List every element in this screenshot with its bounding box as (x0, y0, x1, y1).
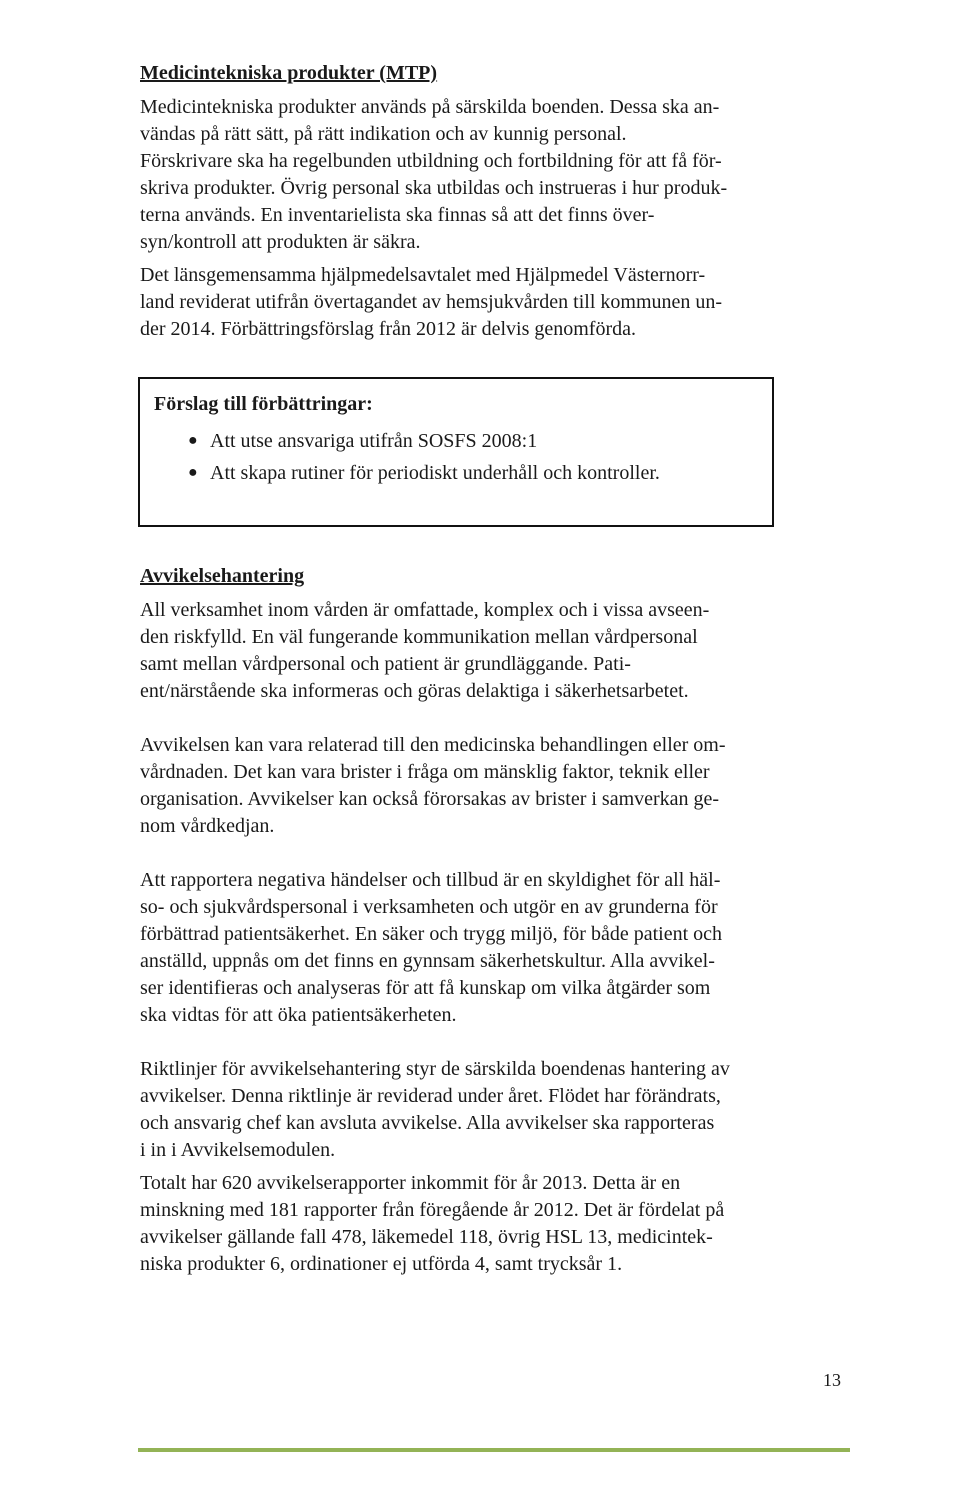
text-line: Det länsgemensamma hjälpmedelsavtalet med Hjälpmedel Västernorr- (140, 264, 706, 286)
text-line: syn/kontroll att produkten är säkra. (140, 231, 421, 253)
page-number: 13 (823, 1370, 841, 1390)
list-item-text: Att utse ansvariga utifrån SOSFS 2008:1 (210, 430, 538, 452)
text-line: anställd, uppnås om det finns en gynnsam säkerhetskultur. Alla avvikel- (140, 950, 715, 972)
text-line: Medicintekniska produkter används på särskilda boenden. Dessa ska an- (140, 96, 720, 118)
text-line: ska vidtas för att öka patientsäkerheten. (140, 1004, 457, 1026)
text-line: nom vårdkedjan. (140, 815, 275, 837)
text-line: ent/närstående ska informeras och göras delaktiga i säkerhetsarbetet. (140, 680, 689, 702)
text-line: skriva produkter. Övrig personal ska utbildas och instrueras i hur produk- (140, 177, 728, 199)
text-line: minskning med 181 rapporter från föregående år 2012. Det är fördelat på (140, 1199, 725, 1221)
bullet-icon: ● (188, 432, 198, 449)
text-line: terna används. En inventarielista ska finnas så att det finns över- (140, 204, 655, 226)
text-line: Riktlinjer för avvikelsehantering styr de särskilda boendenas hantering av (140, 1058, 730, 1080)
text-line: land reviderat utifrån övertagandet av hemsjukvården till kommunen un- (140, 291, 723, 313)
text-line: ser identifieras och analyseras för att få kunskap om vilka åtgärder som (140, 977, 711, 999)
text-line: vårdnaden. Det kan vara brister i fråga om mänsklig faktor, teknik eller (140, 761, 710, 783)
text-line: och ansvarig chef kan avsluta avvikelse. Alla avvikelser ska rapporteras (140, 1112, 715, 1134)
text-line: i in i Avvikelsemodulen. (140, 1139, 336, 1161)
text-line: avvikelser gällande fall 478, läkemedel 118, övrig HSL 13, medicintek- (140, 1226, 713, 1248)
text-line: förbättrad patientsäkerhet. En säker och trygg miljö, för både patient och (140, 923, 723, 945)
bullet-icon: ● (188, 464, 198, 481)
section-heading-mtp: Medicintekniska produkter (MTP) (140, 62, 438, 84)
text-line: so- och sjukvårdspersonal i verksamheten och utgör en av grunderna för (140, 896, 718, 918)
list-item (154, 425, 772, 457)
footer-rule (138, 1448, 850, 1452)
text-line: niska produkter 6, ordinationer ej utförda 4, samt trycksår 1. (140, 1253, 623, 1275)
text-line: organisation. Avvikelser kan också förorsakas av brister i samverkan ge- (140, 788, 720, 810)
list-item-text: Att skapa rutiner för periodiskt underhåll och kontroller. (210, 462, 660, 484)
text-line: All verksamhet inom vården är omfattade, komplex och i vissa avseen- (140, 599, 710, 621)
text-line: Avvikelsen kan vara relaterad till den medicinska behandlingen eller om- (140, 734, 726, 756)
improvement-suggestions-box (138, 377, 774, 527)
text-line: der 2014. Förbättringsförslag från 2012 är delvis genomförda. (140, 318, 636, 340)
document-page (140, 58, 850, 1278)
section-heading-avvikelse: Avvikelsehantering (140, 565, 305, 587)
text-line: Totalt har 620 avvikelserapporter inkommit för år 2013. Detta är en (140, 1172, 681, 1194)
text-line: den riskfylld. En väl fungerande kommunikation mellan vårdpersonal (140, 626, 698, 648)
box-title: Förslag till förbättringar: (154, 393, 373, 415)
text-line: vändas på rätt sätt, på rätt indikation och av kunnig personal. (140, 123, 627, 145)
text-line: Att rapportera negativa händelser och tillbud är en skyldighet för all häl- (140, 869, 721, 891)
list-item (154, 457, 772, 489)
text-line: avvikelser. Denna riktlinje är reviderad under året. Flödet har förändrats, (140, 1085, 721, 1107)
text-line: samt mellan vårdpersonal och patient är grundläggande. Pati- (140, 653, 631, 675)
text-line: Förskrivare ska ha regelbunden utbildning och fortbildning för att få för- (140, 150, 722, 172)
